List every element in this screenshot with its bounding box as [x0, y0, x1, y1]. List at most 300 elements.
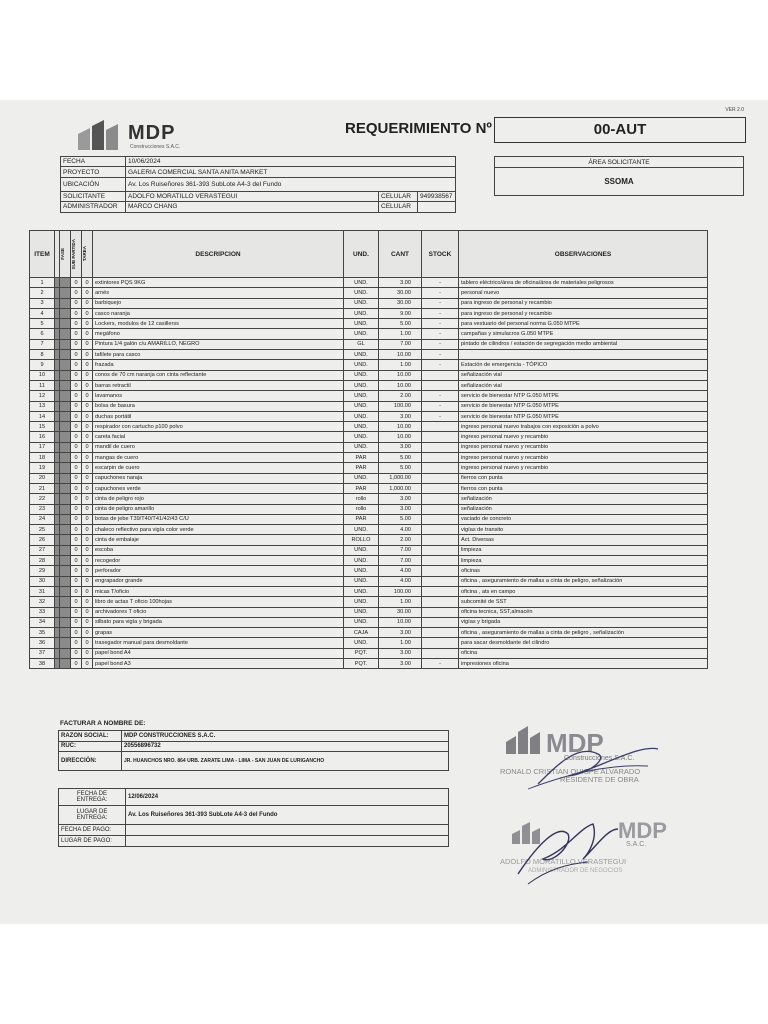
cell-cant: 3.00: [379, 658, 422, 668]
table-row: [30, 658, 708, 668]
cell-descripcion: engrapador grande: [93, 576, 344, 586]
cell-subpartida: 0: [71, 597, 82, 607]
cell-stock: [422, 597, 459, 607]
table-row: [30, 411, 708, 421]
cell-tarea: 0: [82, 658, 93, 668]
cell-subpartida: 0: [71, 628, 82, 638]
cell-fase: [60, 628, 71, 638]
cell-cant: 100.00: [379, 401, 422, 411]
cell-und: UND.: [344, 586, 379, 596]
table-row: [30, 350, 708, 360]
cell-cant: 10.00: [379, 380, 422, 390]
cell-cant: 1.00: [379, 597, 422, 607]
cell-observaciones: señalización vial: [459, 370, 708, 380]
cell-item: 15: [30, 422, 55, 432]
cell-stock: -: [422, 658, 459, 668]
cell-subpartida: 0: [71, 494, 82, 504]
cell-descripcion: silbato para vigía y brigada: [93, 617, 344, 627]
info-row-fecha: [61, 157, 456, 167]
cell-stock: [422, 504, 459, 514]
cell-tarea: 0: [82, 339, 93, 349]
cell-subpartida: 0: [71, 545, 82, 555]
fecha-value: 10/06/2024: [126, 157, 456, 167]
cell-observaciones: oficina tecnica, SST,almacén: [459, 607, 708, 617]
project-info-table: [60, 156, 456, 213]
cell-observaciones: servicio de bienestar NTP G.050 MTPE: [459, 401, 708, 411]
cell-tarea: 0: [82, 504, 93, 514]
cell-stock: [422, 556, 459, 566]
cell-descripcion: frazada: [93, 360, 344, 370]
cell-descripcion: perforador: [93, 566, 344, 576]
table-row: [30, 422, 708, 432]
cell-observaciones: vaciado de concreto: [459, 514, 708, 524]
cell-tarea: 0: [82, 329, 93, 339]
cell-cant: 3.00: [379, 411, 422, 421]
cell-observaciones: Estación de emergencia - TÓPICO: [459, 360, 708, 370]
cell-und: UND.: [344, 566, 379, 576]
cell-item: 16: [30, 432, 55, 442]
cell-cant: 2.00: [379, 535, 422, 545]
cell-subpartida: 0: [71, 360, 82, 370]
cell-observaciones: fierros con punta: [459, 473, 708, 483]
table-row: [30, 525, 708, 535]
cell-und: UND.: [344, 370, 379, 380]
cell-stock: [422, 514, 459, 524]
cell-und: UND.: [344, 380, 379, 390]
cell-item: 32: [30, 597, 55, 607]
cell-descripcion: micas T/oficio: [93, 586, 344, 596]
cell-fase: [60, 576, 71, 586]
cell-item: 20: [30, 473, 55, 483]
cell-fase: [60, 339, 71, 349]
cell-subpartida: 0: [71, 442, 82, 452]
cell-und: GL: [344, 339, 379, 349]
cell-item: 38: [30, 658, 55, 668]
document-title: REQUERIMIENTO Nº: [345, 120, 492, 137]
cell-cant: 3.00: [379, 504, 422, 514]
cell-observaciones: tablero eléctrico/área de oficina/área de materiales peligrosos: [459, 278, 708, 288]
administrador-value: MARCO CHANG: [126, 202, 379, 212]
cell-item: 7: [30, 339, 55, 349]
cell-item: 35: [30, 628, 55, 638]
cell-fase: [60, 442, 71, 452]
cell-fase: [60, 473, 71, 483]
items-body: [30, 278, 708, 669]
cell-descripcion: chaleco reflectivo para vigía color verde: [93, 525, 344, 535]
cell-item: 22: [30, 494, 55, 504]
cell-stock: -: [422, 350, 459, 360]
cell-descripcion: barbiquejo: [93, 298, 344, 308]
cell-observaciones: para vestuario del personal norma G.050 MTPE: [459, 319, 708, 329]
cell-fase: [60, 648, 71, 658]
table-row: [30, 494, 708, 504]
cell-cant: 3.00: [379, 648, 422, 658]
razon-value: MDP CONSTRUCCIONES S.A.C.: [122, 731, 449, 742]
celular-label: CELULAR: [379, 191, 418, 201]
fecha-pago-label: FECHA DE PAGO:: [59, 825, 126, 836]
cell-fase: [60, 453, 71, 463]
cell-und: UND.: [344, 556, 379, 566]
cell-descripcion: recogedor: [93, 556, 344, 566]
cell-subpartida: 0: [71, 525, 82, 535]
cell-tarea: 0: [82, 432, 93, 442]
cell-und: UND.: [344, 288, 379, 298]
col-und: UND.: [344, 231, 379, 278]
cell-descripcion: Pintura 1/4 galón c/u AMARILLO, NEGRO: [93, 339, 344, 349]
cell-descripcion: mandil de cuero: [93, 442, 344, 452]
items-table: [29, 230, 708, 669]
cell-observaciones: ingreso personal nuevo y recambio: [459, 432, 708, 442]
cell-item: 9: [30, 360, 55, 370]
table-row: [30, 628, 708, 638]
cell-cant: 10.00: [379, 432, 422, 442]
cell-subpartida: 0: [71, 319, 82, 329]
cell-fase: [60, 483, 71, 493]
cell-fase: [60, 298, 71, 308]
cell-stock: [422, 566, 459, 576]
cell-item: 29: [30, 566, 55, 576]
col-observaciones: OBSERVACIONES: [459, 231, 708, 278]
cell-subpartida: 0: [71, 504, 82, 514]
cell-observaciones: pintado de cilindros / estación de segregación medio ambiental: [459, 339, 708, 349]
cell-item: 11: [30, 380, 55, 390]
cell-descripcion: bolsa de basura: [93, 401, 344, 411]
cell-cant: 5.00: [379, 463, 422, 473]
cell-und: UND.: [344, 638, 379, 648]
cell-stock: [422, 442, 459, 452]
cell-stock: -: [422, 360, 459, 370]
document-sheet: [0, 100, 768, 924]
billing-title: FACTURAR A NOMBRE DE:: [60, 720, 146, 727]
cell-fase: [60, 463, 71, 473]
cell-subpartida: 0: [71, 391, 82, 401]
cell-stock: [422, 483, 459, 493]
cell-und: rollo: [344, 504, 379, 514]
cell-und: UND.: [344, 319, 379, 329]
cell-und: UND.: [344, 525, 379, 535]
cell-und: UND.: [344, 329, 379, 339]
cell-observaciones: oficina , aseguramiento de mallas a cinta de peligro, señalización: [459, 576, 708, 586]
cell-descripcion: escarpin de cuero: [93, 463, 344, 473]
info-row-solicitante: [61, 191, 456, 201]
cell-tarea: 0: [82, 483, 93, 493]
cell-fase: [60, 288, 71, 298]
cell-fase: [60, 494, 71, 504]
cell-tarea: 0: [82, 617, 93, 627]
cell-stock: -: [422, 308, 459, 318]
cell-cant: 10.00: [379, 422, 422, 432]
table-row: [30, 504, 708, 514]
cell-und: UND.: [344, 411, 379, 421]
cell-cant: 30.00: [379, 298, 422, 308]
stamp-bottom-sub: S.A.C.: [626, 841, 647, 848]
cell-fase: [60, 391, 71, 401]
area-value: SSOMA: [495, 168, 744, 196]
cell-fase: [60, 380, 71, 390]
info-row-proyecto: [61, 167, 456, 177]
cell-tarea: 0: [82, 566, 93, 576]
cell-observaciones: ingreso personal nuevo y recambio: [459, 463, 708, 473]
table-row: [30, 566, 708, 576]
cell-descripcion: papel bond A3: [93, 658, 344, 668]
cell-descripcion: careta facial: [93, 432, 344, 442]
cell-item: 13: [30, 401, 55, 411]
table-row: [30, 473, 708, 483]
cell-subpartida: 0: [71, 432, 82, 442]
cell-cant: 4.00: [379, 525, 422, 535]
cell-observaciones: oficina , aseguramiento de mallas a cinta de peligro , señalización: [459, 628, 708, 638]
cell-und: UND.: [344, 391, 379, 401]
cell-subpartida: 0: [71, 617, 82, 627]
requirement-number: 00-AUT: [494, 117, 746, 143]
cell-descripcion: conos de 70 cm naranja con cinta reflectante: [93, 370, 344, 380]
cell-subpartida: 0: [71, 308, 82, 318]
cell-subpartida: 0: [71, 607, 82, 617]
cell-item: 2: [30, 288, 55, 298]
cell-descripcion: papel bond A4: [93, 648, 344, 658]
cell-und: UND.: [344, 597, 379, 607]
ubicacion-label: UBICACIÓN: [61, 177, 126, 191]
cell-item: 26: [30, 535, 55, 545]
cell-subpartida: 0: [71, 339, 82, 349]
table-row: [30, 586, 708, 596]
cell-fase: [60, 504, 71, 514]
cell-descripcion: trasegador manual para desmoldante: [93, 638, 344, 648]
cell-observaciones: ingreso personal nuevo y recambio: [459, 453, 708, 463]
cell-stock: -: [422, 339, 459, 349]
table-row: [30, 545, 708, 555]
cell-stock: -: [422, 319, 459, 329]
table-row: [30, 483, 708, 493]
cell-item: 5: [30, 319, 55, 329]
cell-subpartida: 0: [71, 483, 82, 493]
cell-stock: [422, 576, 459, 586]
area-solicitante-table: [494, 156, 744, 196]
lugar-entrega-value: Av. Los Ruiseñores 361-393 SubLote A4-3 del Fundo: [126, 806, 449, 825]
cell-fase: [60, 586, 71, 596]
cell-cant: 5.00: [379, 453, 422, 463]
cell-observaciones: oficina , ats en campo: [459, 586, 708, 596]
solicitante-value: ADOLFO MORATILLO VERASTEGUI: [126, 191, 379, 201]
cell-observaciones: limpieza: [459, 556, 708, 566]
cell-cant: 1.00: [379, 638, 422, 648]
table-row: [30, 597, 708, 607]
cell-und: PQT.: [344, 658, 379, 668]
cell-observaciones: para ingreso de personal y recambio: [459, 308, 708, 318]
cell-fase: [60, 617, 71, 627]
cell-observaciones: ingreso personal nuevo trabajos con exposición a polvo: [459, 422, 708, 432]
cell-subpartida: 0: [71, 453, 82, 463]
cell-tarea: 0: [82, 298, 93, 308]
cell-stock: [422, 453, 459, 463]
fecha-label: FECHA: [61, 157, 126, 167]
cell-item: 19: [30, 463, 55, 473]
cell-tarea: 0: [82, 463, 93, 473]
cell-und: UND.: [344, 545, 379, 555]
cell-descripcion: barras retractil: [93, 380, 344, 390]
cell-stock: -: [422, 391, 459, 401]
table-row: [30, 442, 708, 452]
cell-und: rollo: [344, 494, 379, 504]
cell-observaciones: personal nuevo: [459, 288, 708, 298]
cell-observaciones: para ingreso de personal y recambio: [459, 298, 708, 308]
ubicacion-value: Av. Los Ruiseñores 361-393 SubLote A4-3 del Fundo: [126, 177, 456, 191]
cell-observaciones: fierros con punta: [459, 483, 708, 493]
cell-stock: [422, 628, 459, 638]
cell-cant: 7.00: [379, 339, 422, 349]
fecha-entrega-label: FECHA DE ENTREGA:: [59, 789, 126, 806]
cell-descripcion: Lockers, modulos de 12 casillerss: [93, 319, 344, 329]
cell-subpartida: 0: [71, 535, 82, 545]
cell-descripcion: duchas portátil: [93, 411, 344, 421]
cell-subpartida: 0: [71, 566, 82, 576]
cell-tarea: 0: [82, 597, 93, 607]
cell-tarea: 0: [82, 586, 93, 596]
cell-descripcion: tafilete para casco: [93, 350, 344, 360]
cell-tarea: 0: [82, 576, 93, 586]
cell-cant: 9.00: [379, 308, 422, 318]
cell-und: UND.: [344, 442, 379, 452]
cell-observaciones: para sacar desmoldante del cilindro: [459, 638, 708, 648]
cell-tarea: 0: [82, 350, 93, 360]
cell-observaciones: limpieza: [459, 545, 708, 555]
cell-observaciones: vigías y brigada: [459, 617, 708, 627]
cell-tarea: 0: [82, 380, 93, 390]
cell-fase: [60, 360, 71, 370]
cell-subpartida: 0: [71, 278, 82, 288]
table-row: [30, 576, 708, 586]
cell-observaciones: Act. Diversas: [459, 535, 708, 545]
cell-und: UND.: [344, 350, 379, 360]
stamp-top-role: RESIDENTE DE OBRA: [560, 775, 639, 784]
cell-observaciones: oficina: [459, 648, 708, 658]
cell-stock: [422, 648, 459, 658]
cell-item: 37: [30, 648, 55, 658]
cell-stock: -: [422, 298, 459, 308]
table-row: [30, 319, 708, 329]
cell-fase: [60, 308, 71, 318]
table-row: [30, 556, 708, 566]
cell-stock: [422, 432, 459, 442]
cell-observaciones: señalización vial: [459, 380, 708, 390]
cell-observaciones: ingreso personal nuevo y recambio: [459, 442, 708, 452]
proyecto-value: GALERIA COMERCIAL SANTA ANITA MARKET: [126, 167, 456, 177]
cell-subpartida: 0: [71, 422, 82, 432]
company-stamp-signature-bottom: [498, 814, 678, 894]
cell-observaciones: oficinas: [459, 566, 708, 576]
cell-und: ROLLO: [344, 535, 379, 545]
cell-fase: [60, 401, 71, 411]
area-label: ÁREA SOLICITANTE: [495, 157, 744, 168]
cell-fase: [60, 638, 71, 648]
cell-item: 31: [30, 586, 55, 596]
table-row: [30, 648, 708, 658]
lugar-pago-label: LUGAR DE PAGO:: [59, 836, 126, 847]
items-header-row: [30, 231, 708, 278]
cell-und: PAR: [344, 483, 379, 493]
cell-observaciones: señalización: [459, 504, 708, 514]
cell-descripcion: respirador con cartucho p100 polvo: [93, 422, 344, 432]
table-row: [30, 278, 708, 288]
table-row: [30, 617, 708, 627]
cell-item: 1: [30, 278, 55, 288]
cell-item: 8: [30, 350, 55, 360]
cell-subpartida: 0: [71, 370, 82, 380]
cell-stock: [422, 463, 459, 473]
cell-cant: 1.00: [379, 360, 422, 370]
cell-observaciones: servicio de bienestar NTP G.050 MTPE: [459, 391, 708, 401]
cell-tarea: 0: [82, 278, 93, 288]
cell-subpartida: 0: [71, 648, 82, 658]
cell-tarea: 0: [82, 556, 93, 566]
cell-und: UND.: [344, 401, 379, 411]
cell-observaciones: vigías de transito: [459, 525, 708, 535]
administrador-label: ADMINISTRADOR: [61, 202, 126, 212]
company-logo: [78, 118, 188, 152]
table-row: [30, 432, 708, 442]
cell-tarea: 0: [82, 411, 93, 421]
cell-subpartida: 0: [71, 586, 82, 596]
cell-tarea: 0: [82, 514, 93, 524]
cell-tarea: 0: [82, 360, 93, 370]
cell-fase: [60, 278, 71, 288]
cell-stock: [422, 494, 459, 504]
info-row-administrador: [61, 202, 456, 212]
cell-fase: [60, 525, 71, 535]
billing-table: [58, 730, 449, 771]
cell-observaciones: [459, 350, 708, 360]
cell-tarea: 0: [82, 442, 93, 452]
cell-descripcion: capuchones naraja: [93, 473, 344, 483]
table-row: [30, 535, 708, 545]
table-row: [30, 607, 708, 617]
cell-stock: -: [422, 278, 459, 288]
cell-und: UND.: [344, 360, 379, 370]
cell-item: 21: [30, 483, 55, 493]
cell-cant: 3.00: [379, 442, 422, 452]
cell-item: 24: [30, 514, 55, 524]
direccion-value: JR. HUANCHOS NRO. 864 URB. ZARATE LIMA - LIMA - SAN JUAN DE LURIGANCHO: [122, 752, 449, 771]
cell-item: 12: [30, 391, 55, 401]
fecha-pago-value: [126, 825, 449, 836]
col-fase: FASE: [60, 248, 65, 260]
cell-tarea: 0: [82, 391, 93, 401]
table-row: [30, 638, 708, 648]
cell-fase: [60, 422, 71, 432]
stamp-top-company: MDP: [546, 728, 604, 758]
cell-stock: -: [422, 329, 459, 339]
cell-subpartida: 0: [71, 658, 82, 668]
cell-item: 25: [30, 525, 55, 535]
cell-item: 10: [30, 370, 55, 380]
cell-und: PQT.: [344, 648, 379, 658]
cell-tarea: 0: [82, 535, 93, 545]
cell-fase: [60, 432, 71, 442]
col-subpartida: SUB PARTIDA: [71, 238, 76, 270]
lugar-entrega-label: LUGAR DE ENTREGA:: [59, 806, 126, 825]
logo-name: MDP: [128, 122, 176, 144]
cell-und: UND.: [344, 576, 379, 586]
cell-subpartida: 0: [71, 380, 82, 390]
cell-cant: 30.00: [379, 288, 422, 298]
cell-fase: [60, 556, 71, 566]
cell-tarea: 0: [82, 525, 93, 535]
cell-subpartida: 0: [71, 473, 82, 483]
cell-tarea: 0: [82, 308, 93, 318]
cell-und: UND.: [344, 298, 379, 308]
table-row: [30, 370, 708, 380]
table-row: [30, 298, 708, 308]
